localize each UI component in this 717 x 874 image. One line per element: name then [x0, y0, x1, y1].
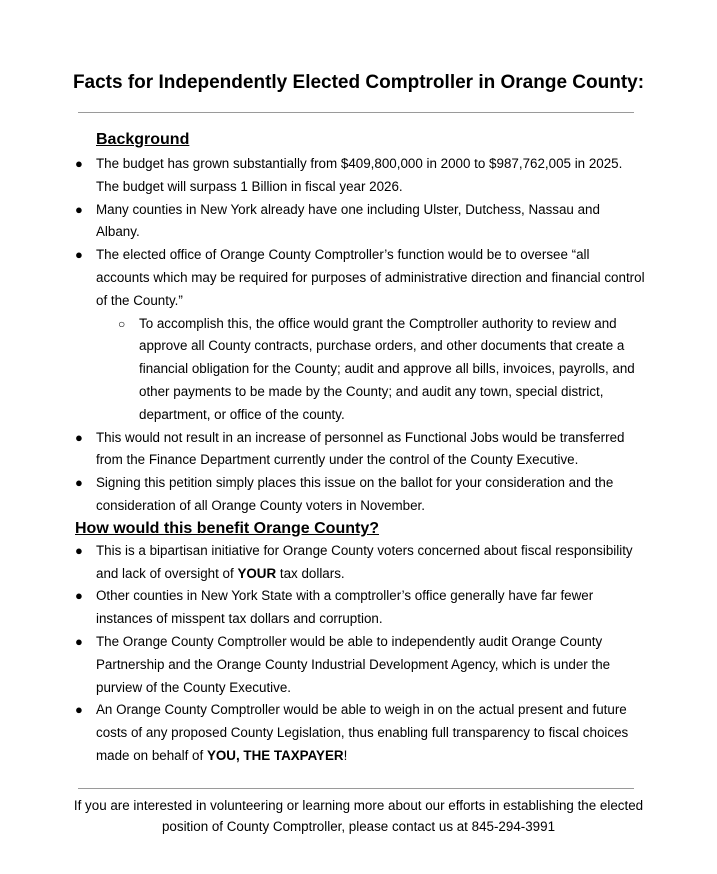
background-list — [75, 153, 645, 518]
bullet-text: Signing this petition simply places this issue on the ballot for your consideration and the consideration of all Orange County voters in November. — [96, 475, 614, 513]
bullet-text: Other counties in New York State with a comptroller’s office generally have far fewer instances of misspent tax dollars and corruption. — [96, 588, 594, 627]
bullet-icon: ● — [75, 156, 83, 171]
bullet-text: This would not result in an increase of personnel as Functional Jobs would be transferred from the Finance Department currently under the control of the County Executive. — [96, 429, 625, 468]
bullet-icon: ● — [75, 247, 83, 263]
footer-line-2: position of County Comptroller, please contact us at 845-294-3991 — [161, 819, 556, 834]
benefit-bullet-transparency — [75, 699, 645, 767]
page-title: Facts for Independently Elected Comptroller in Orange County: — [72, 72, 645, 93]
benefit-list — [75, 540, 645, 768]
bullet-text-before: An Orange County Comptroller would be able to weigh in on the actual present and future costs of any proposed County Legislation, thus enabling full transparency to fiscal choices made on behalf of — [96, 702, 629, 763]
background-bullet-petition — [75, 472, 645, 518]
bullet-icon: ● — [75, 201, 83, 217]
bullet-text-after: ! — [343, 747, 348, 763]
bullet-icon: ● — [75, 475, 83, 491]
background-bullet-counties — [75, 199, 645, 245]
bullet-text: Many counties in New York already have one including Ulster, Dutchess, Nassau and Albany. — [96, 201, 600, 240]
bullet-text: The elected office of Orange County Comptroller’s function would be to oversee “all accounts which may be required for purposes of administrative direction and financial control of the County.” — [96, 247, 645, 308]
background-bullet-budget — [75, 153, 645, 199]
sub-bullet-text: To accomplish this, the office would grant the Comptroller authority to review and approve all County contracts, purchase orders, and other documents that create a financial obligation for the County; audit and approve all bills, invoices, payrolls, and other payments to be made by the County; and audit any town, special district, department, or office of the county. — [139, 315, 635, 422]
benefit-bullet-bipartisan — [75, 540, 645, 586]
footer-line-1: If you are interested in volunteering or learning more about our efforts in establishing the elected — [73, 798, 644, 813]
bullet-text: The budget has grown substantially from $409,800,000 in 2000 to $987,762,005 in 2025. The budget will surpass 1 Billion in fiscal year 2026. — [96, 156, 623, 194]
bullet-icon: ● — [75, 429, 83, 445]
bullet-icon: ● — [75, 542, 83, 558]
bullet-text-after: tax dollars. — [276, 565, 345, 581]
benefit-bullet-other-counties — [75, 585, 645, 631]
background-bullet-function — [75, 244, 645, 312]
top-divider — [78, 112, 634, 113]
bullet-icon: ● — [75, 702, 83, 718]
background-bullet-personnel — [75, 427, 645, 473]
bullet-icon: ● — [75, 633, 83, 649]
benefit-heading: How would this benefit Orange County? — [75, 519, 379, 537]
sub-bullet-icon: ○ — [118, 316, 126, 331]
bottom-divider — [78, 788, 634, 789]
benefit-bullet-audit — [75, 631, 645, 699]
background-sub-bullet-authority — [75, 313, 645, 427]
bullet-icon: ● — [75, 588, 83, 604]
background-heading: Background — [96, 131, 190, 148]
emphasis-taxpayer: YOU, THE TAXPAYER — [206, 747, 344, 763]
bullet-text-before: This is a bipartisan initiative for Orange County voters concerned about fiscal responsibility and lack of oversight of — [96, 542, 633, 581]
emphasis-your: YOUR — [237, 565, 277, 581]
document-body — [75, 129, 645, 768]
bullet-text: The Orange County Comptroller would be able to independently audit Orange County Partnership and the Orange County Industrial Development Agency, which is under the purview of the County Executive. — [96, 633, 611, 695]
footer-contact — [0, 795, 717, 837]
